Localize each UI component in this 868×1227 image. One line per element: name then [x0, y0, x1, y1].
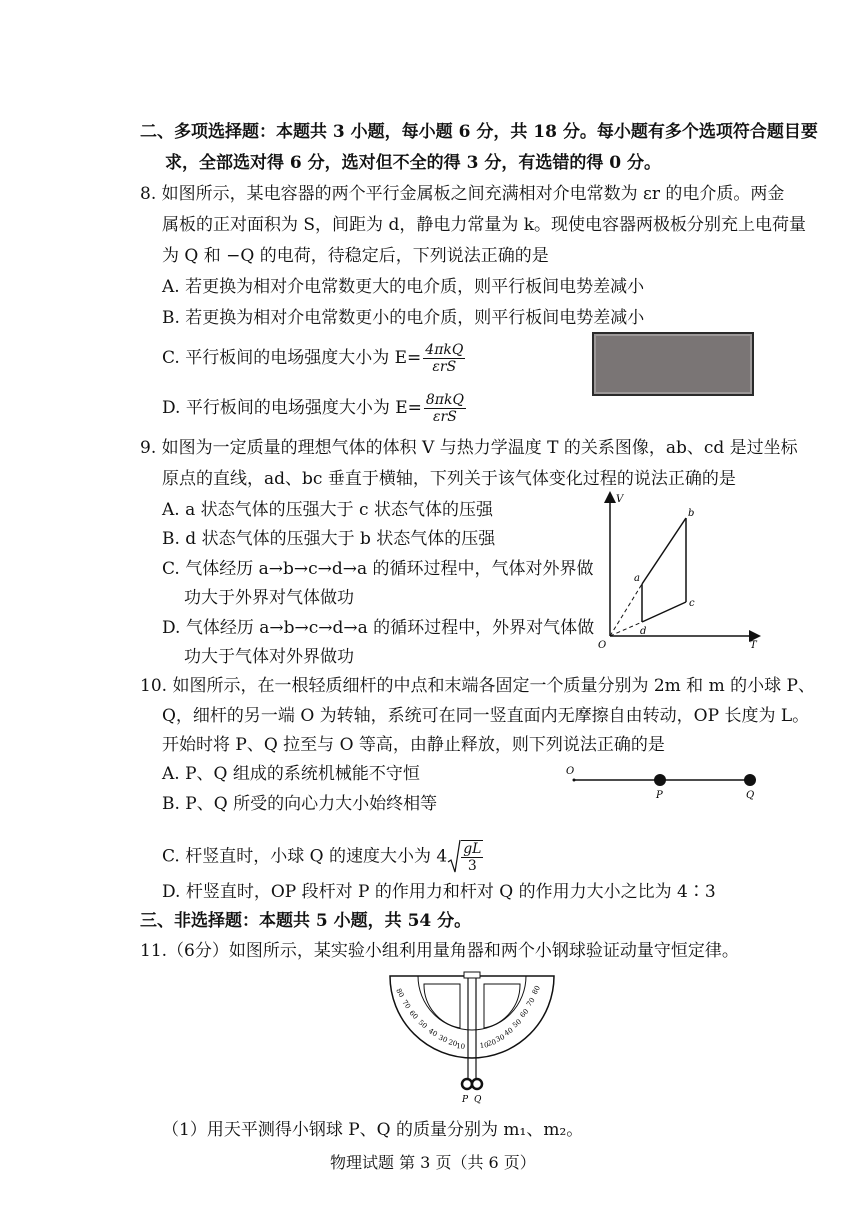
section2-heading-line1: 二、多项选择题：本题共 3 小题，每小题 6 分，共 18 分。每小题有多个选项符合题目要 — [140, 122, 818, 142]
capacitor-figure — [592, 332, 754, 396]
vt-graph-point-a: a — [634, 573, 640, 584]
scale-right-60: 60 — [518, 1007, 531, 1020]
vt-graph-t-label: T — [750, 640, 757, 648]
vt-graph-line-ab — [642, 518, 686, 584]
q8-stem-line3: 为 Q 和 −Q 的电荷，待稳定后，下列说法正确的是 — [162, 246, 549, 266]
section2-heading-line2: 求，全部选对得 6 分，选对但不全的得 3 分，有选错的得 0 分。 — [165, 153, 661, 173]
rod-label-o: O — [566, 766, 575, 777]
q10-stem-line1: 10. 如图所示，在一根轻质细杆的中点和末端各固定一个质量分别为 2m 和 m 的小球 P、 — [140, 676, 815, 696]
q8-option-c-text: C. 平行板间的电场强度大小为 E= — [162, 348, 422, 368]
q8-option-c-denominator: εrS — [432, 359, 457, 375]
q9-option-b: B. d 状态气体的压强大于 b 状态气体的压强 — [162, 529, 496, 549]
q10-option-c — [162, 838, 485, 876]
q8-option-d-text: D. 平行板间的电场强度大小为 E= — [162, 398, 422, 418]
vt-graph-line-cd — [642, 602, 686, 622]
q8-option-b: B. 若更换为相对介电常数更小的电介质，则平行板间电势差减小 — [162, 308, 645, 328]
q9-option-c-line2: 功大于外界对气体做功 — [184, 588, 354, 608]
scale-right-50: 50 — [511, 1017, 524, 1030]
q10-option-c-denominator: 3 — [467, 858, 477, 874]
scale-left-50: 50 — [416, 1018, 429, 1031]
ball-q — [744, 774, 756, 786]
scale-right-70: 70 — [525, 996, 537, 1009]
vt-graph-v-label: V — [616, 494, 624, 505]
q8-stem-line1: 8. 如图所示，某电容器的两个平行金属板之间充满相对介电常数为 εr 的电介质。两金 — [140, 184, 785, 204]
vt-graph-point-c: c — [689, 598, 695, 609]
page-footer: 物理试题 第 3 页（共 6 页） — [330, 1153, 536, 1172]
q8-option-d-fraction — [424, 392, 466, 425]
q10-stem-line3: 开始时将 P、Q 拉至与 O 等高，由静止释放，则下列说法正确的是 — [162, 735, 665, 755]
q11-sub1: （1）用天平测得小钢球 P、Q 的质量分别为 m₁、m₂。 — [162, 1120, 584, 1140]
protractor-figure — [382, 968, 562, 1104]
sqrt-symbol-icon — [447, 838, 461, 876]
scale-left-60: 60 — [407, 1008, 420, 1021]
steel-ball-q — [472, 1079, 482, 1089]
rod-label-q: Q — [746, 790, 755, 800]
scale-right-10: 10 — [479, 1041, 490, 1050]
q10-option-c-fraction — [461, 840, 483, 874]
q10-option-a: A. P、Q 组成的系统机械能不守恒 — [162, 764, 420, 784]
scale-right-80: 80 — [530, 984, 542, 996]
vt-graph-origin-label: O — [598, 640, 607, 648]
q8-option-d — [162, 392, 468, 425]
q9-stem-line1: 9. 如图为一定质量的理想气体的体积 V 与热力学温度 T 的关系图像，ab、cd 是过坐标 — [140, 438, 798, 458]
protractor-label-p: P — [462, 1095, 469, 1104]
q9-option-a: A. a 状态气体的压强大于 c 状态气体的压强 — [162, 500, 493, 520]
q10-option-c-text: C. 杆竖直时，小球 Q 的速度大小为 4 — [162, 846, 448, 867]
pivot-point — [573, 779, 576, 782]
protractor-label-q: Q — [474, 1095, 482, 1104]
q8-option-d-denominator: εrS — [433, 409, 457, 425]
q8-option-d-numerator: 8πkQ — [425, 392, 464, 408]
q10-stem-line2: Q，细杆的另一端 O 为转轴，系统可在同一竖直面内无摩擦自由转动，OP 长度为 L。 — [162, 706, 810, 726]
vt-graph — [596, 488, 766, 648]
scale-left-40: 40 — [426, 1026, 439, 1039]
q8-stem-line2: 属板的正对面积为 S，间距为 d，静电力常量为 k。现使电容器两极板分别充上电荷量 — [162, 215, 807, 235]
q10-option-c-numerator: gL — [463, 841, 482, 857]
scale-left-20: 20 — [447, 1038, 459, 1049]
q9-option-d-line1: D. 气体经历 a→b→c→d→a 的循环过程中，外界对气体做 — [162, 618, 595, 638]
q10-option-b: B. P、Q 所受的向心力大小始终相等 — [162, 794, 438, 814]
ball-p — [654, 774, 666, 786]
steel-ball-p — [462, 1079, 472, 1089]
q8-option-c — [162, 342, 467, 375]
q9-option-d-line2: 功大于气体对外界做功 — [184, 647, 354, 667]
scale-left-30: 30 — [437, 1033, 449, 1045]
scale-left-70: 70 — [400, 998, 413, 1011]
section3-heading: 三、非选择题：本题共 5 小题，共 54 分。 — [140, 911, 472, 931]
scale-right-40: 40 — [502, 1026, 515, 1038]
q10-option-d: D. 杆竖直时，OP 段杆对 P 的作用力和杆对 Q 的作用力大小之比为 4∶3 — [162, 882, 716, 902]
q8-option-a: A. 若更换为相对介电常数更大的电介质，则平行板间电势差减小 — [162, 277, 645, 297]
q8-option-c-numerator: 4πkQ — [425, 342, 464, 358]
scale-right-20: 20 — [486, 1037, 498, 1048]
scale-right-30: 30 — [494, 1032, 506, 1044]
vt-graph-point-b: b — [688, 508, 695, 519]
scale-left-80: 80 — [394, 987, 406, 999]
q8-option-c-fraction — [423, 342, 465, 375]
scale-left-10: 10 — [455, 1042, 466, 1051]
q11-stem-line1: 11.（6分）如图所示，某实验小组利用量角器和两个小钢球验证动量守恒定律。 — [140, 941, 739, 961]
q9-option-c-line1: C. 气体经历 a→b→c→d→a 的循环过程中，气体对外界做 — [162, 559, 594, 579]
q9-stem-line2: 原点的直线，ad、bc 垂直于横轴，下列关于该气体变化过程的说法正确的是 — [162, 469, 736, 489]
rod-label-p: P — [656, 790, 663, 800]
vt-graph-point-d: d — [640, 626, 647, 637]
suspension-rod — [464, 972, 480, 978]
vt-graph-dash-oa — [610, 584, 642, 636]
rod-figure — [560, 760, 770, 800]
